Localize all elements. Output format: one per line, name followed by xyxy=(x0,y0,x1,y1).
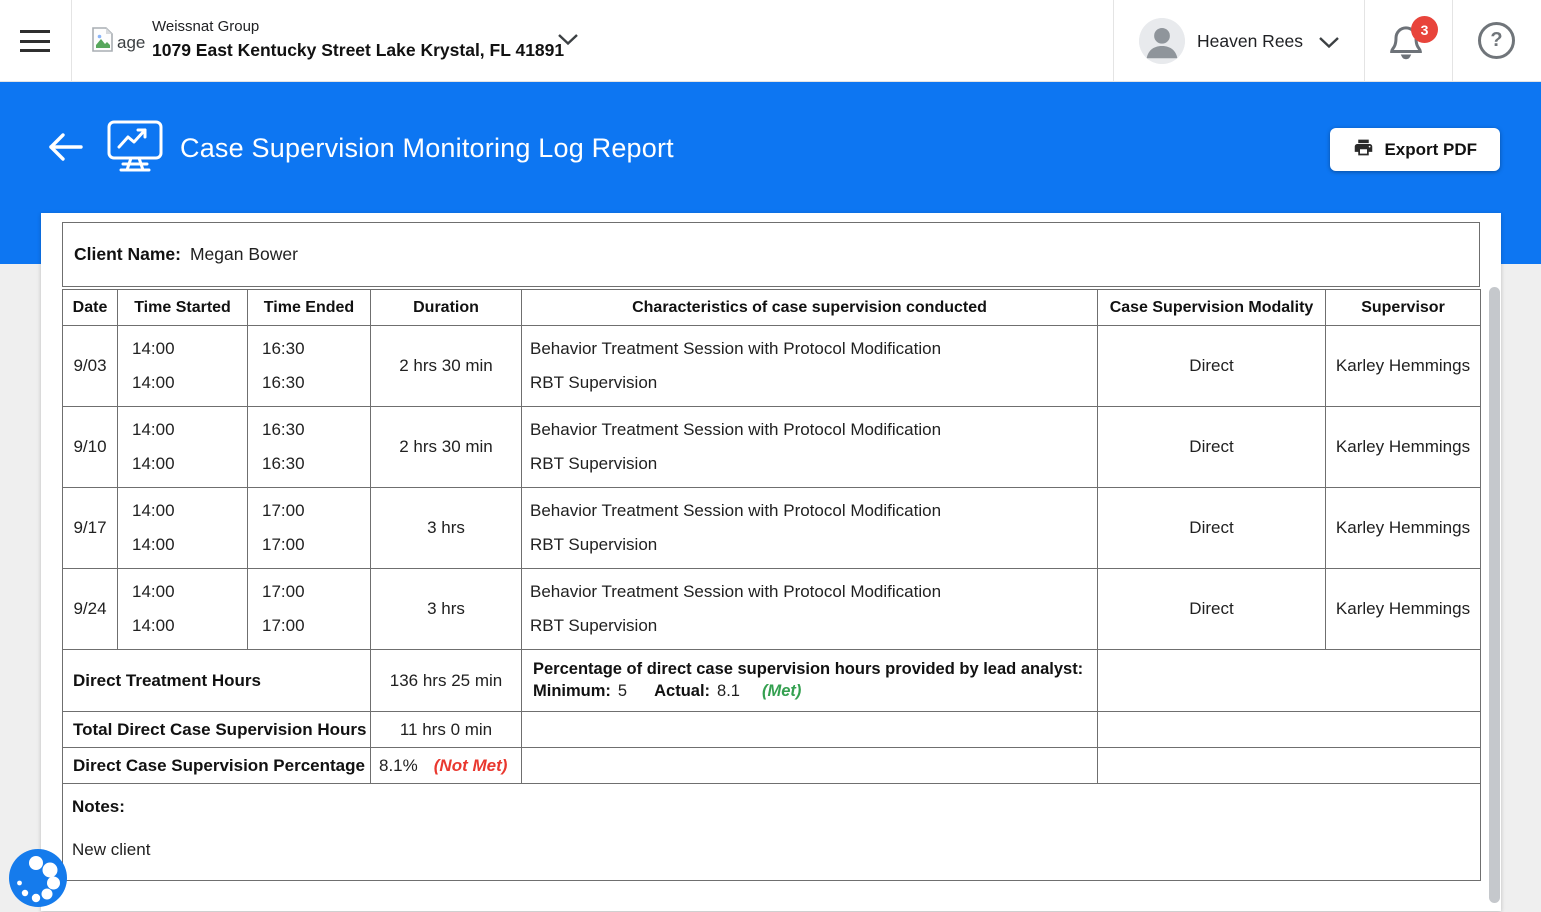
empty-cell xyxy=(1098,650,1481,712)
modality-cell: Direct xyxy=(1098,326,1326,407)
notification-badge: 3 xyxy=(1411,16,1438,43)
divider xyxy=(1452,0,1453,81)
org-name: Weissnat Group xyxy=(152,18,260,35)
org-selector[interactable] xyxy=(152,17,564,63)
characteristics-cell: Behavior Treatment Session with Protocol Modification RBT Supervision xyxy=(522,488,1098,569)
time-started-cell: 14:00 14:00 xyxy=(118,326,248,407)
duration-cell: 2 hrs 30 min xyxy=(371,407,522,488)
notes-cell xyxy=(63,784,1481,881)
col-header-date: Date xyxy=(63,290,118,326)
broken-image-icon xyxy=(91,27,115,58)
col-header-duration: Duration xyxy=(371,290,522,326)
empty-cell xyxy=(522,712,1098,748)
summary-label: Direct Case Supervision Percentage xyxy=(63,748,371,784)
lead-analyst-percentage-cell xyxy=(522,650,1098,712)
chevron-down-icon[interactable] xyxy=(1318,36,1340,54)
time-ended-cell: 17:00 17:00 xyxy=(248,488,371,569)
col-header-time-ended: Time Ended xyxy=(248,290,371,326)
col-header-characteristics: Characteristics of case supervision conducted xyxy=(522,290,1098,326)
actual-label: Actual: xyxy=(654,682,711,700)
supervisor-cell: Karley Hemmings xyxy=(1326,407,1481,488)
table-row xyxy=(63,407,1481,488)
minimum-label: Minimum: xyxy=(533,682,611,700)
empty-cell xyxy=(522,748,1098,784)
actual-value: 8.1 xyxy=(717,682,740,700)
characteristics-cell: Behavior Treatment Session with Protocol Modification RBT Supervision xyxy=(522,326,1098,407)
supervision-log-table xyxy=(62,289,1481,881)
empty-cell xyxy=(1098,712,1481,748)
duration-cell: 3 hrs xyxy=(371,569,522,650)
col-header-supervisor: Supervisor xyxy=(1326,290,1481,326)
lead-analyst-heading: Percentage of direct case supervision hours provided by lead analyst: xyxy=(533,660,1084,678)
logo-alt-text: age xyxy=(117,32,146,52)
hamburger-menu-icon[interactable] xyxy=(20,30,50,52)
characteristics-cell: Behavior Treatment Session with Protocol Modification RBT Supervision xyxy=(522,407,1098,488)
summary-row-supervision-percentage xyxy=(63,748,1481,784)
supervisor-cell: Karley Hemmings xyxy=(1326,326,1481,407)
org-logo xyxy=(91,27,145,58)
summary-label: Direct Treatment Hours xyxy=(63,650,371,712)
supervisor-cell: Karley Hemmings xyxy=(1326,569,1481,650)
back-arrow-icon[interactable] xyxy=(46,131,84,163)
modality-cell: Direct xyxy=(1098,569,1326,650)
chevron-down-icon[interactable] xyxy=(557,33,579,51)
table-row xyxy=(63,326,1481,407)
client-name-value: Megan Bower xyxy=(189,244,298,264)
minimum-value: 5 xyxy=(617,682,628,700)
duration-cell: 2 hrs 30 min xyxy=(371,326,522,407)
accessibility-widget-icon[interactable] xyxy=(9,849,67,907)
duration-cell: 3 hrs xyxy=(371,488,522,569)
org-address: 1079 East Kentucky Street Lake Krystal, FL 41891 xyxy=(152,40,565,60)
printer-icon xyxy=(1353,137,1374,163)
page-title: Case Supervision Monitoring Log Report xyxy=(180,133,674,163)
time-ended-cell: 17:00 17:00 xyxy=(248,569,371,650)
characteristics-cell: Behavior Treatment Session with Protocol Modification RBT Supervision xyxy=(522,569,1098,650)
time-started-cell: 14:00 14:00 xyxy=(118,569,248,650)
divider xyxy=(1113,0,1114,81)
not-met-status: (Not Met) xyxy=(433,755,508,775)
summary-value: 136 hrs 25 min xyxy=(371,650,522,712)
time-started-cell: 14:00 14:00 xyxy=(118,407,248,488)
top-bar xyxy=(0,0,1541,82)
summary-value: 11 hrs 0 min xyxy=(371,712,522,748)
notes-value: New client xyxy=(72,840,151,859)
report-chart-icon xyxy=(106,119,164,178)
client-name-label: Client Name: xyxy=(74,244,181,264)
time-ended-cell: 16:30 16:30 xyxy=(248,326,371,407)
divider xyxy=(71,0,72,81)
modality-cell: Direct xyxy=(1098,488,1326,569)
date-cell: 9/24 xyxy=(63,569,118,650)
table-row xyxy=(63,488,1481,569)
empty-cell xyxy=(1098,748,1481,784)
summary-value xyxy=(371,748,522,784)
scrollbar-thumb[interactable] xyxy=(1489,287,1500,903)
date-cell: 9/17 xyxy=(63,488,118,569)
time-ended-cell: 16:30 16:30 xyxy=(248,407,371,488)
user-avatar[interactable] xyxy=(1139,18,1185,64)
col-header-time-started: Time Started xyxy=(118,290,248,326)
summary-label: Total Direct Case Supervision Hours xyxy=(63,712,371,748)
modality-cell: Direct xyxy=(1098,407,1326,488)
met-status: (Met) xyxy=(761,682,802,700)
percentage-value: 8.1% xyxy=(379,755,418,775)
summary-row-total-supervision xyxy=(63,712,1481,748)
table-row xyxy=(63,569,1481,650)
summary-row-direct-treatment xyxy=(63,650,1481,712)
time-started-cell: 14:00 14:00 xyxy=(118,488,248,569)
col-header-modality: Case Supervision Modality xyxy=(1098,290,1326,326)
divider xyxy=(1364,0,1365,81)
table-header-row xyxy=(63,290,1481,326)
report-card xyxy=(41,213,1501,911)
help-icon[interactable]: ? xyxy=(1478,22,1515,59)
notes-label: Notes: xyxy=(72,797,125,816)
date-cell: 9/10 xyxy=(63,407,118,488)
supervisor-cell: Karley Hemmings xyxy=(1326,488,1481,569)
notes-row xyxy=(63,784,1481,881)
export-pdf-label: Export PDF xyxy=(1384,139,1477,159)
export-pdf-button[interactable] xyxy=(1330,128,1500,171)
client-name-box xyxy=(62,222,1480,287)
date-cell: 9/03 xyxy=(63,326,118,407)
user-name: Heaven Rees xyxy=(1197,30,1304,51)
